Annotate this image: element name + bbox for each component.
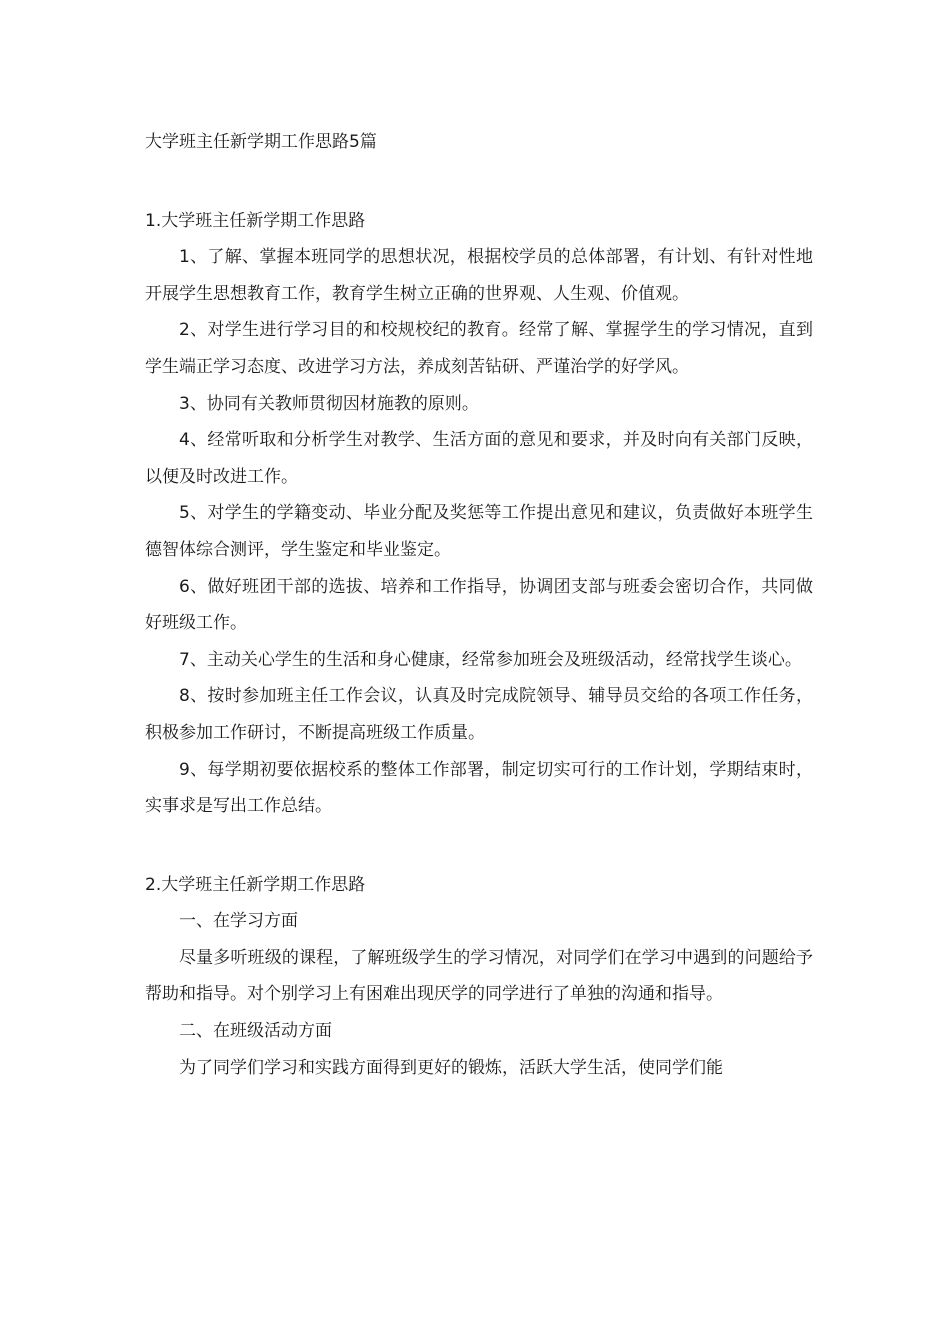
subheading: 一、在学习方面 <box>179 911 298 932</box>
paragraph: 6、做好班团干部的选拔、培养和工作指导，协调团支部与班委会密切合作，共同做好班级工作。 <box>145 576 813 634</box>
subheading: 二、在班级活动方面 <box>179 1021 332 1042</box>
section-1 <box>145 203 813 825</box>
paragraph: 为了同学们学习和实践方面得到更好的锻炼，活跃大学生活，使同学们能 <box>179 1057 723 1078</box>
paragraph: 5、对学生的学籍变动、毕业分配及奖惩等工作提出意见和建议，负责做好本班学生德智体综合测评，学生鉴定和毕业鉴定。 <box>145 503 813 560</box>
document-title: 大学班主任新学期工作思路5篇 <box>145 132 377 152</box>
paragraph: 8、按时参加班主任工作会议，认真及时完成院领导、辅导员交给的各项工作任务，积极参加工作研讨，不断提高班级工作质量。 <box>145 686 813 743</box>
section-heading: 2.大学班主任新学期工作思路 <box>145 874 366 895</box>
paragraph: 1、了解、掌握本班同学的思想状况，根据校学员的总体部署，有计划、有针对性地开展学生思想教育工作，教育学生树立正确的世界观、人生观、价值观。 <box>145 247 813 304</box>
paragraph: 尽量多听班级的课程，了解班级学生的学习情况，对同学们在学习中遇到的问题给予帮助和指导。对个别学习上有困难出现厌学的同学进行了单独的沟通和指导。 <box>145 947 813 1005</box>
document-body <box>145 124 813 1128</box>
paragraph: 7、主动关心学生的生活和身心健康，经常参加班会及班级活动，经常找学生谈心。 <box>179 649 802 670</box>
section-2 <box>145 867 813 1087</box>
paragraph: 2、对学生进行学习目的和校规校纪的教育。经常了解、掌握学生的学习情况，直到学生端正学习态度、改进学习方法，养成刻苦钻研、严谨治学的好学风。 <box>145 320 813 377</box>
section-heading: 1.大学班主任新学期工作思路 <box>145 210 366 231</box>
paragraph: 3、协同有关教师贯彻因材施教的原则。 <box>179 393 479 414</box>
paragraph: 4、经常听取和分析学生对教学、生活方面的意见和要求，并及时向有关部门反映，以便及时改进工作。 <box>145 430 813 487</box>
paragraph: 9、每学期初要依据校系的整体工作部署，制定切实可行的工作计划，学期结束时，实事求是写出工作总结。 <box>145 759 813 817</box>
